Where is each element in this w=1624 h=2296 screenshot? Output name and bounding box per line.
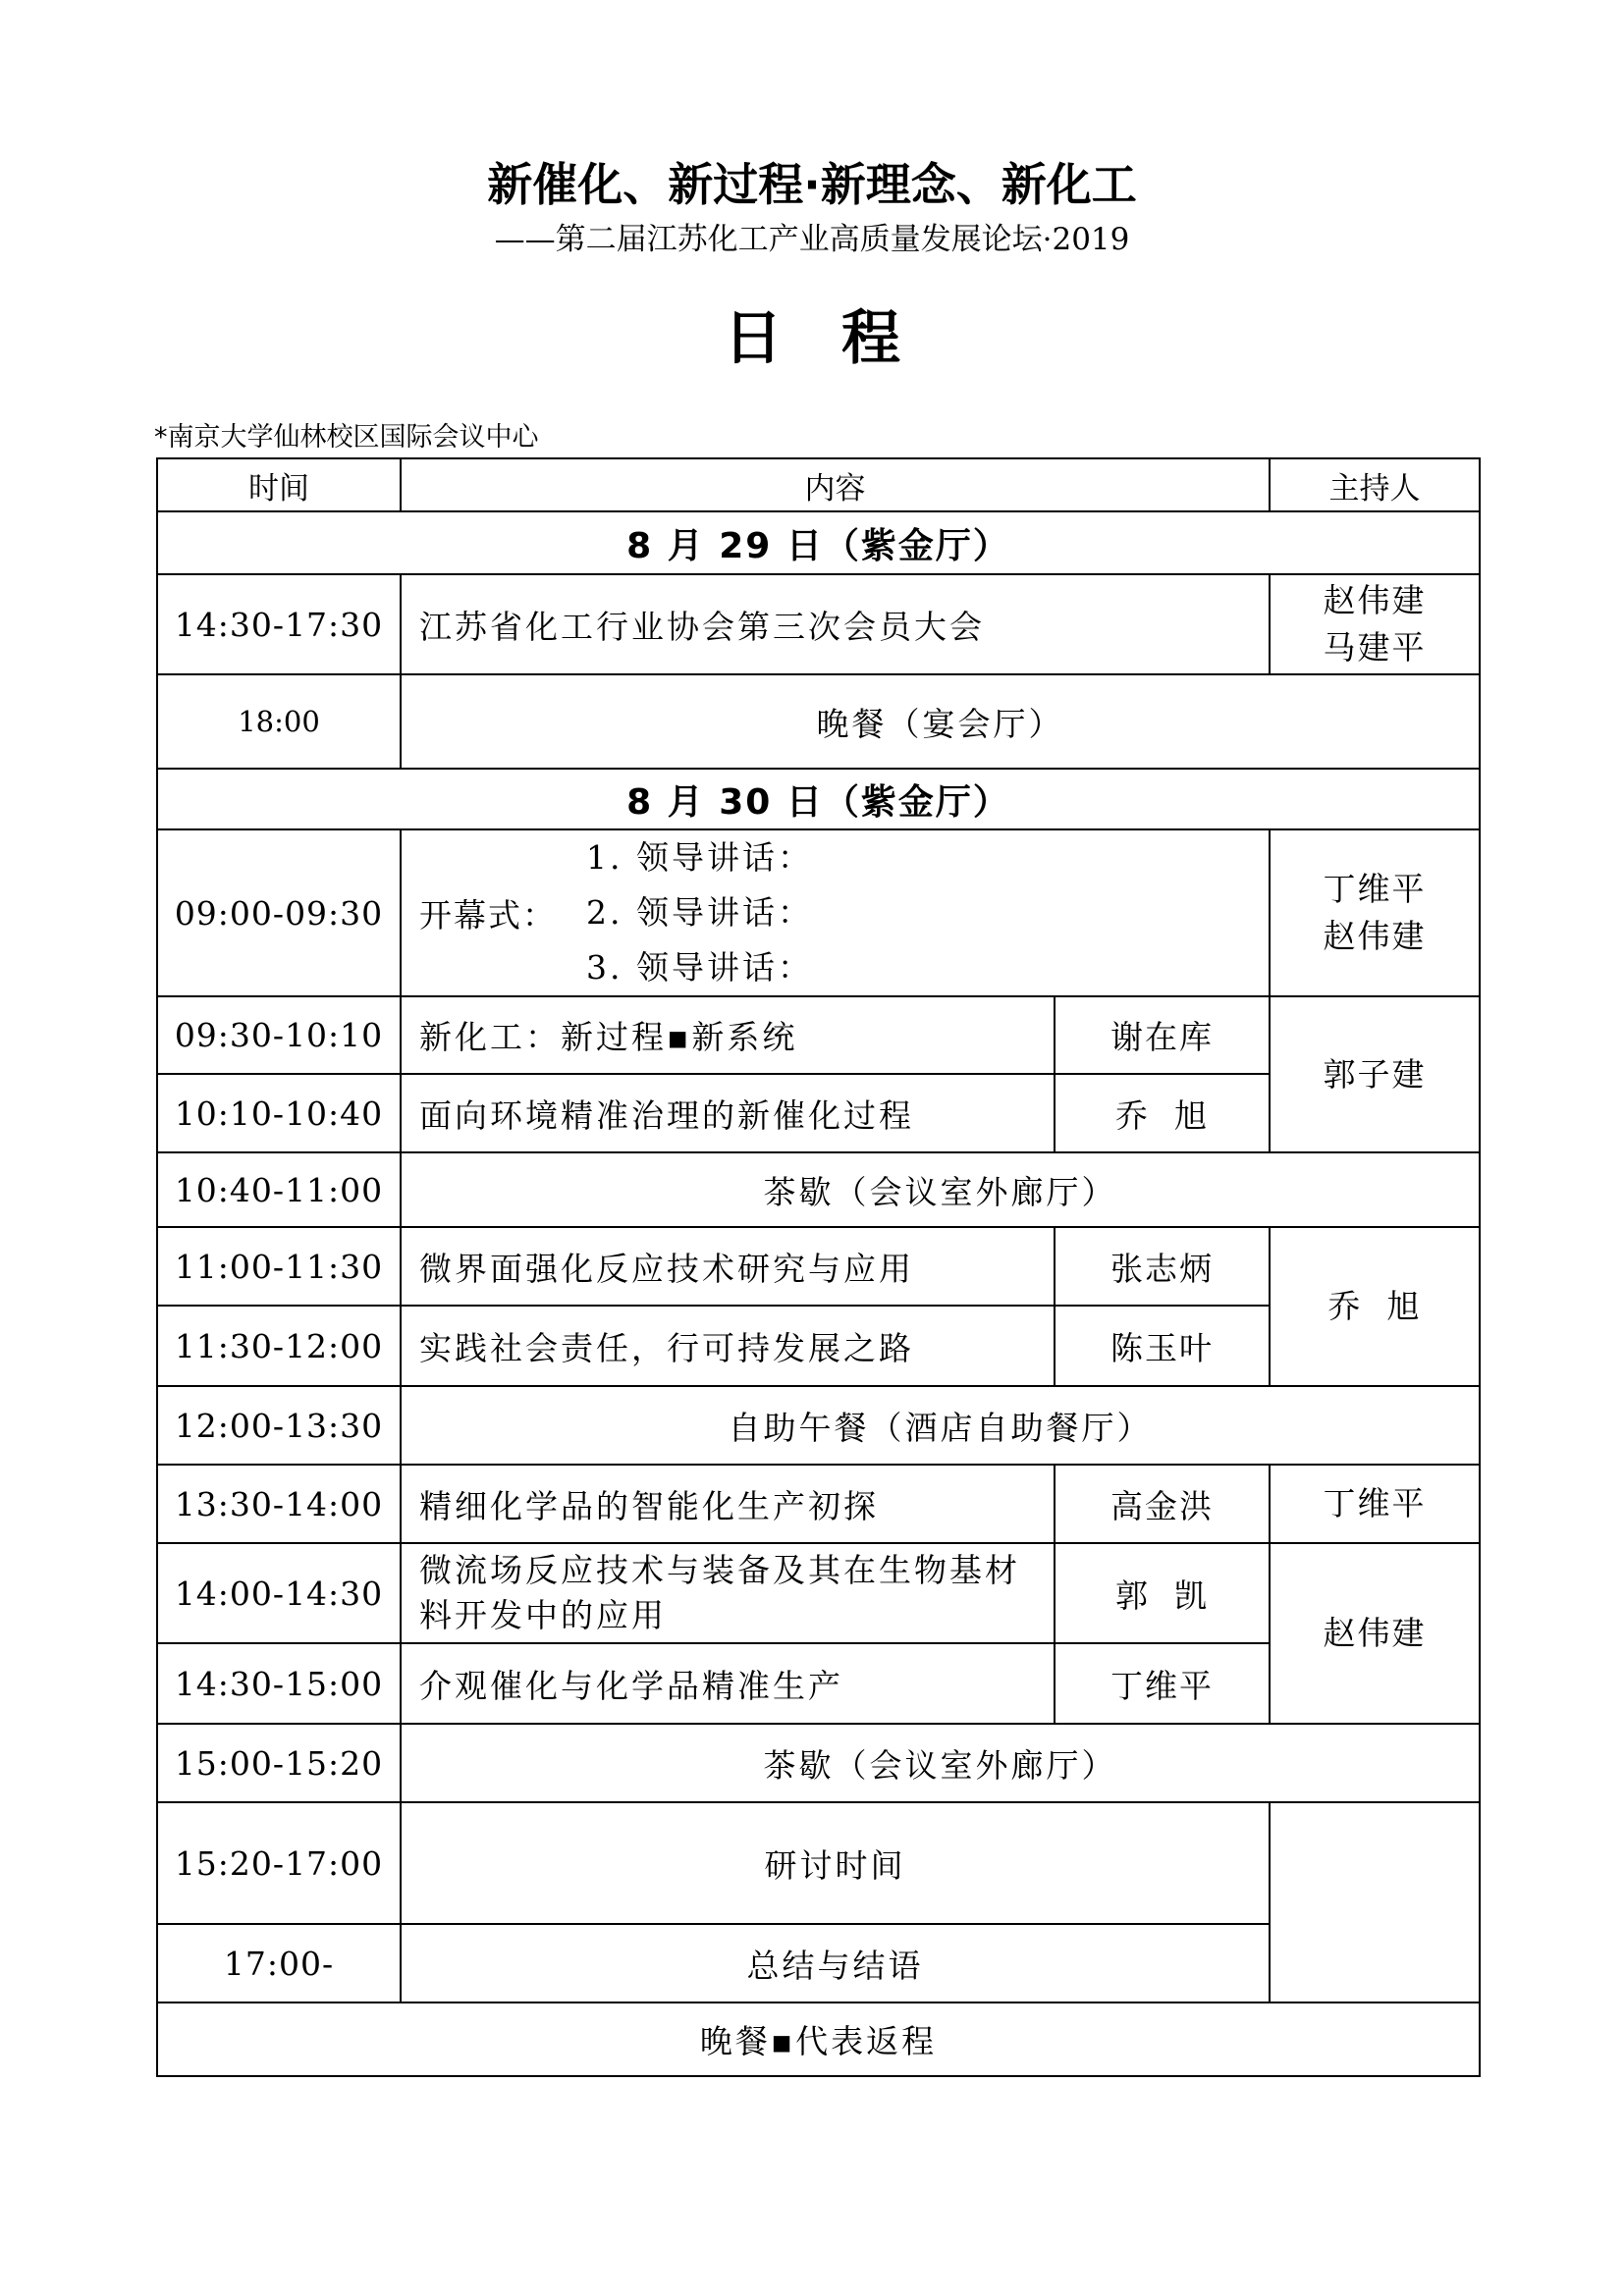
table-row <box>157 1465 1480 1543</box>
session-host <box>1270 829 1480 996</box>
agenda-title: 日程 <box>724 304 959 373</box>
speaker: 高金洪 <box>1055 1465 1270 1543</box>
speaker: 陈玉叶 <box>1055 1306 1270 1386</box>
table-row <box>157 1152 1480 1227</box>
schedule-table <box>156 457 1481 2077</box>
session-time: 14:30-15:00 <box>157 1643 401 1724</box>
final-row: 晚餐▪代表返程 <box>157 2002 1480 2076</box>
table-row <box>157 1386 1480 1465</box>
day1-label: 8 月 29 日（紫金厅） <box>157 511 1480 574</box>
session-host: 丁维平 <box>1270 1465 1480 1543</box>
session-host <box>1270 574 1480 674</box>
table-header-row <box>157 458 1480 511</box>
session-content: 江苏省化工行业协会第三次会员大会 <box>401 574 1270 674</box>
speaker: 丁维平 <box>1055 1643 1270 1724</box>
session-time: 15:20-17:00 <box>157 1802 401 1924</box>
table-row <box>157 2002 1480 2076</box>
table-row <box>157 1724 1480 1802</box>
session-time: 11:30-12:00 <box>157 1306 401 1386</box>
host-name: 丁维平 <box>1323 870 1427 908</box>
session-content: 新化工：新过程▪新系统 <box>401 996 1055 1074</box>
table-row <box>157 1227 1480 1306</box>
session-content: 精细化学品的智能化生产初探 <box>401 1465 1055 1543</box>
session-content: 茶歇（会议室外廊厅） <box>401 1152 1480 1227</box>
speaker: 张志炳 <box>1055 1227 1270 1306</box>
opening-ceremony <box>401 829 1270 996</box>
session-time: 13:30-14:00 <box>157 1465 401 1543</box>
day2-label: 8 月 30 日（紫金厅） <box>157 769 1480 829</box>
table-row <box>157 1802 1480 1924</box>
opening-item: 3. 领导讲话： <box>586 948 813 987</box>
host-name: 赵伟建 <box>1323 917 1427 955</box>
header-time: 时间 <box>157 458 401 511</box>
table-row <box>157 829 1480 996</box>
table-row <box>157 674 1480 769</box>
session-content: 实践社会责任，行可持发展之路 <box>401 1306 1055 1386</box>
session-content: 自助午餐（酒店自助餐厅） <box>401 1386 1480 1465</box>
speaker: 乔 旭 <box>1055 1074 1270 1152</box>
session-time: 14:00-14:30 <box>157 1543 401 1643</box>
header-content: 内容 <box>401 458 1270 511</box>
session-content: 介观催化与化学品精准生产 <box>401 1643 1055 1724</box>
session-time: 11:00-11:30 <box>157 1227 401 1306</box>
session-time: 09:00-09:30 <box>157 829 401 996</box>
session-content: 茶歇（会议室外廊厅） <box>401 1724 1480 1802</box>
session-time: 18:00 <box>157 674 401 769</box>
session-content: 总结与结语 <box>401 1924 1270 2002</box>
session-host: 乔 旭 <box>1270 1227 1480 1386</box>
session-content: 晚餐（宴会厅） <box>401 674 1480 769</box>
speaker: 谢在库 <box>1055 996 1270 1074</box>
session-time: 12:00-13:30 <box>157 1386 401 1465</box>
session-time: 10:10-10:40 <box>157 1074 401 1152</box>
session-content: 研讨时间 <box>401 1802 1270 1924</box>
day-header-row <box>157 769 1480 829</box>
session-time: 17:00- <box>157 1924 401 2002</box>
session-host: 赵伟建 <box>1270 1543 1480 1724</box>
session-content: 微界面强化反应技术研究与应用 <box>401 1227 1055 1306</box>
host-name: 赵伟建 <box>1323 581 1427 619</box>
table-row <box>157 574 1480 674</box>
session-time: 09:30-10:10 <box>157 996 401 1074</box>
session-content: 面向环境精准治理的新催化过程 <box>401 1074 1055 1152</box>
table-row <box>157 996 1480 1074</box>
session-host: 郭子建 <box>1270 996 1480 1152</box>
day-header-row <box>157 511 1480 574</box>
session-time: 10:40-11:00 <box>157 1152 401 1227</box>
session-time: 14:30-17:30 <box>157 574 401 674</box>
header-host: 主持人 <box>1270 458 1480 511</box>
opening-item: 1. 领导讲话： <box>586 838 813 877</box>
subtitle: ——第二届江苏化工产业高质量发展论坛·2019 <box>494 222 1130 257</box>
session-host-empty <box>1270 1802 1480 2002</box>
session-time: 15:00-15:20 <box>157 1724 401 1802</box>
session-content: 微流场反应技术与装备及其在生物基材料开发中的应用 <box>401 1543 1055 1643</box>
speaker: 郭 凯 <box>1055 1543 1270 1643</box>
table-row <box>157 1543 1480 1643</box>
opening-label: 开幕式： <box>419 895 557 934</box>
opening-item: 2. 领导讲话： <box>586 893 813 932</box>
main-title: 新催化、新过程·新理念、新化工 <box>487 158 1137 211</box>
host-name: 马建平 <box>1323 628 1427 667</box>
venue-note: *南京大学仙林校区国际会议中心 <box>154 422 539 453</box>
